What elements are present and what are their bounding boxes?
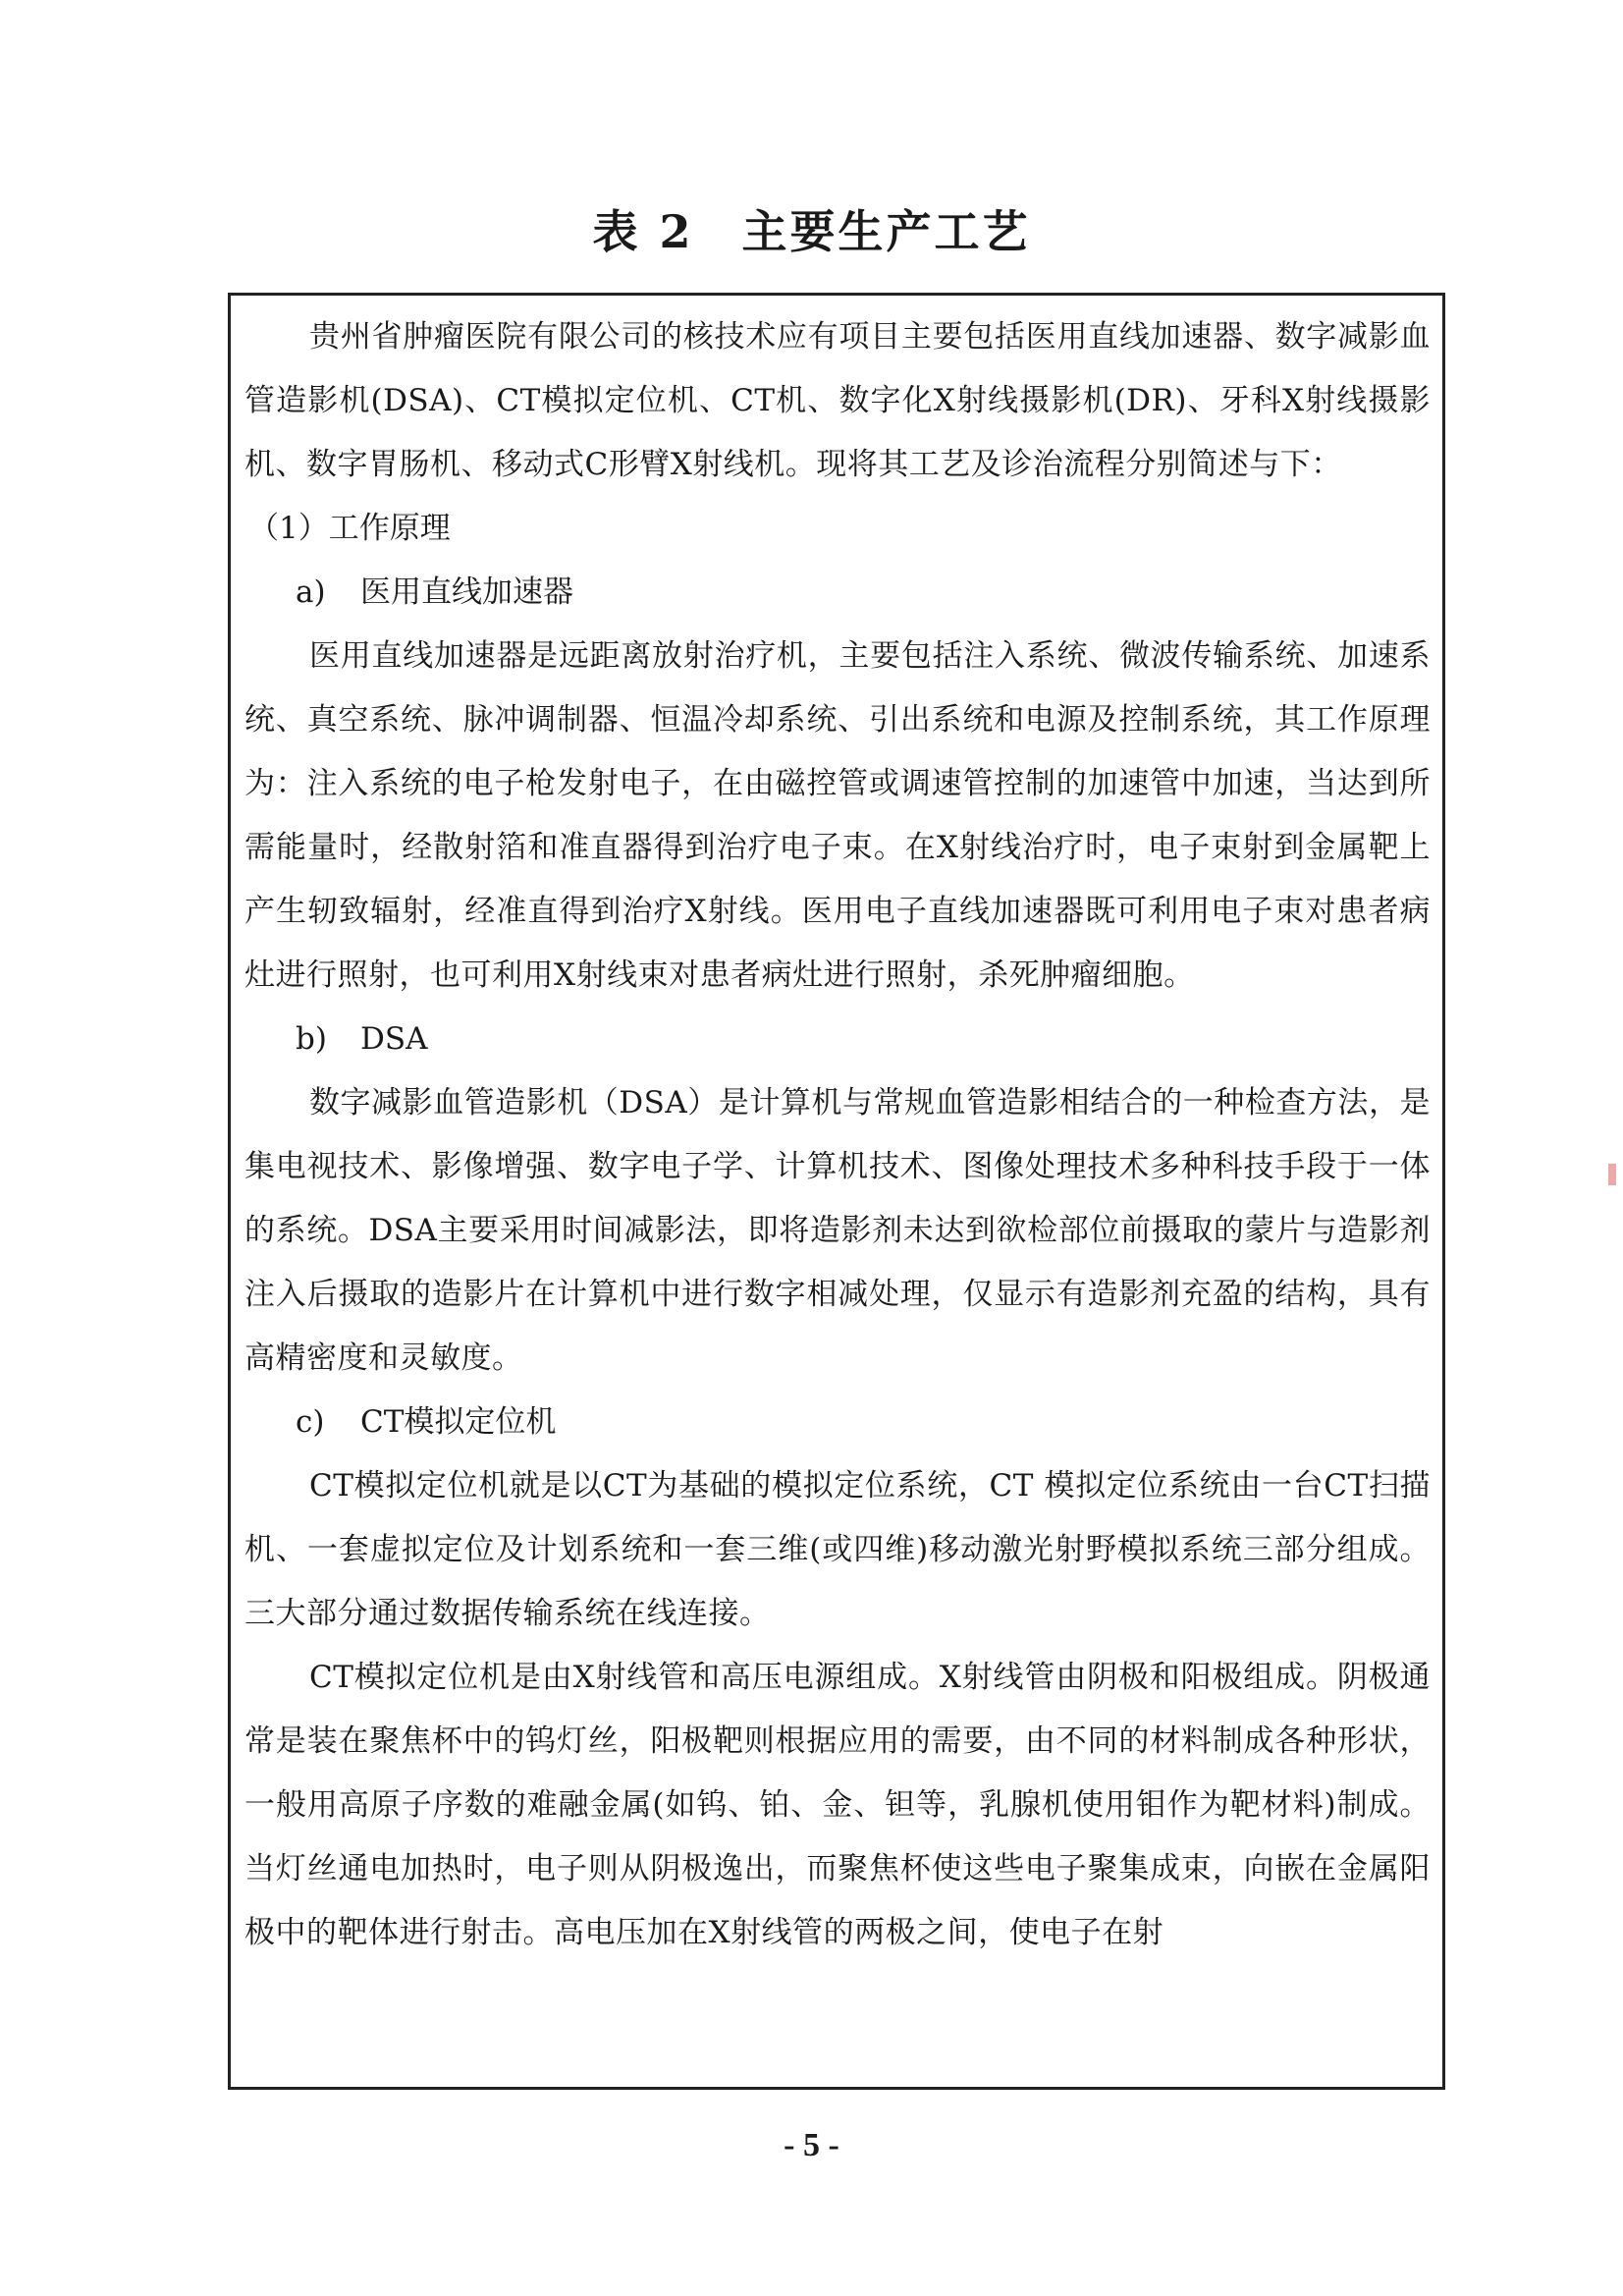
dsa-paragraph: 数字减影血管造影机（DSA）是计算机与常规血管造影相结合的一种检查方法，是集电视技术、影像增强、数字电子学、计算机技术、图像处理技术多种科技手段于一体的系统。DSA主要采用时间减影法，即将造影剂未达到欲检部位前摄取的蒙片与造影剂注入后摄取的造影片在计算机中进行数字相减处理，仅显示有造影剂充盈的结构，具有高精密度和灵敏度。 [244,1085,1431,1376]
item-heading-dsa [244,1008,1431,1071]
linac-paragraph: 医用直线加速器是远距离放射治疗机，主要包括注入系统、微波传输系统、加速系统、真空系统、脉冲调制器、恒温冷却系统、引出系统和电源及控制系统，其工作原理为：注入系统的电子枪发射电子，在由磁控管或调速管控制的加速管中加速，当达到所需能量时，经散射箔和准直器得到治疗电子束。在X射线治疗时，电子束射到金属靶上产生轫致辐射，经准直得到治疗X射线。医用电子直线加速器既可利用电子束对患者病灶进行照射，也可利用X射线束对患者病灶进行照射，杀死肿瘤细胞。 [244,638,1431,993]
item-marker: c) [296,1404,325,1440]
seal-edge-mark [1608,1164,1616,1185]
page-number: - 5 - [784,2127,839,2163]
item-marker: b) [296,1021,327,1057]
item-title: CT模拟定位机 [360,1404,557,1440]
item-heading-linac [244,561,1431,625]
ct-simulator-paragraph-1: CT模拟定位机就是以CT为基础的模拟定位系统，CT 模拟定位系统由一台CT扫描机、一套虚拟定位及计划系统和一套三维(或四维)移动激光射野模拟系统三部分组成。三大部分通过数据传输系统在线连接。 [244,1468,1431,1631]
page-title: 表 2 主要生产工艺 [592,205,1031,258]
item-heading-ct-simulator [244,1391,1431,1454]
process-content-box [228,293,1445,2090]
intro-paragraph: 贵州省肿瘤医院有限公司的核技术应有项目主要包括医用直线加速器、数字减影血管造影机(DSA)、CT模拟定位机、CT机、数字化X射线摄影机(DR)、牙科X射线摄影机、数字胃肠机、移动式C形臂X射线机。现将其工艺及诊治流程分别简述与下： [244,319,1431,482]
item-marker: a) [296,574,326,610]
item-title: 医用直线加速器 [360,574,573,610]
item-title: DSA [360,1021,428,1057]
section-heading-working-principle: （1）工作原理 [248,511,451,546]
ct-simulator-paragraph-2: CT模拟定位机是由X射线管和高压电源组成。X射线管由阴极和阳极组成。阴极通常是装在聚焦杯中的钨灯丝，阳极靶则根据应用的需要，由不同的材料制成各种形状，一般用高原子序数的难融金属(如钨、铂、金、钽等，乳腺机使用钼作为靶材料)制成。当灯丝通电加热时，电子则从阴极逸出，而聚焦杯使这些电子聚集成束，向嵌在金属阳极中的靶体进行射击。高电压加在X射线管的两极之间，使电子在射 [244,1660,1431,1950]
